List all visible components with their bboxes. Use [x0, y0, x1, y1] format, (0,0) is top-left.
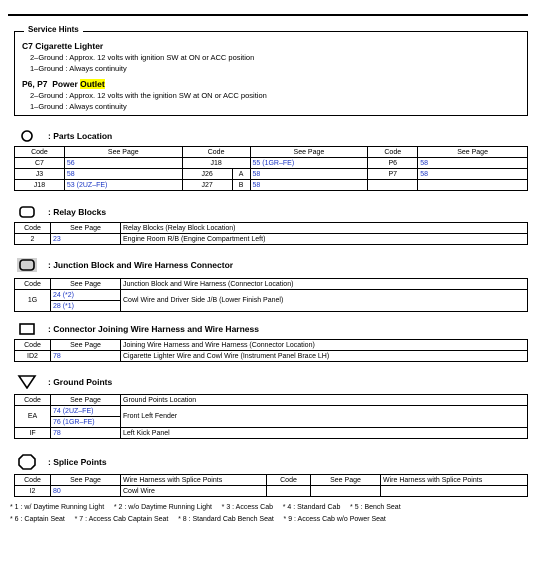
splice-points-table — [14, 474, 528, 497]
header-cell: See Page — [51, 223, 121, 234]
header-cell: See Page — [51, 395, 121, 406]
code-cell: ID2 — [15, 351, 51, 362]
page-link[interactable] — [418, 180, 528, 191]
sub-code-cell: A — [232, 169, 250, 180]
c7-line-2: 1–Ground : Always continuity — [30, 64, 127, 73]
page-link[interactable]: 56 — [64, 158, 182, 169]
rounded-square-icon — [16, 205, 38, 219]
page-link[interactable]: 76 (1GR–FE) — [51, 417, 121, 428]
junction-block-title: : Junction Block and Wire Harness Connector — [48, 260, 234, 270]
header-cell: Junction Block and Wire Harness (Connector Location) — [121, 279, 528, 290]
page-link[interactable]: 58 — [418, 158, 528, 169]
service-hints-title: Service Hints — [24, 25, 83, 34]
header-cell: Code — [182, 147, 250, 158]
table-row — [15, 180, 528, 191]
code-cell: C7 — [15, 158, 65, 169]
header-cell: Code — [15, 395, 51, 406]
code-cell — [267, 486, 311, 497]
code-cell: J3 — [15, 169, 65, 180]
description-cell: Cowl Wire and Driver Side J/B (Lower Finish Panel) — [121, 290, 528, 312]
code-cell: I2 — [15, 486, 51, 497]
code-cell: J26 — [182, 169, 232, 180]
circle-icon — [16, 129, 38, 143]
header-cell: Wire Harness with Splice Points — [121, 475, 267, 486]
code-cell: IF — [15, 428, 51, 439]
c7-heading: C7 Cigarette Lighter — [22, 41, 104, 51]
junction-block-heading — [16, 258, 233, 272]
sub-code-cell: B — [232, 180, 250, 191]
p6p7-heading-prefix: P6, P7 Power — [22, 79, 81, 89]
location-cell: Front Left Fender — [121, 406, 528, 428]
table-header-row — [15, 279, 528, 290]
parts-location-heading — [16, 129, 112, 143]
code-cell: EA — [15, 406, 51, 428]
code-cell: J18 — [182, 158, 250, 169]
table-header-row — [15, 395, 528, 406]
table-row — [15, 169, 528, 180]
page-link[interactable]: 58 — [250, 180, 368, 191]
code-cell: 2 — [15, 234, 51, 245]
header-cell: See Page — [250, 147, 368, 158]
p6p7-line-2: 1–Ground : Always continuity — [30, 102, 127, 111]
c7-line-1: 2–Ground : Approx. 12 volts with ignition SW at ON or ACC position — [30, 53, 255, 62]
relay-blocks-heading — [16, 205, 106, 219]
page-link[interactable] — [311, 486, 381, 497]
header-cell: Code — [15, 340, 51, 351]
header-cell: See Page — [64, 147, 182, 158]
header-cell: Code — [15, 223, 51, 234]
ground-points-table — [14, 394, 528, 439]
connector-joining-heading — [16, 322, 259, 336]
table-row — [15, 406, 528, 417]
header-cell: See Page — [51, 475, 121, 486]
junction-block-table — [14, 278, 528, 312]
splice-points-heading — [16, 455, 107, 469]
location-cell: Left Kick Panel — [121, 428, 528, 439]
description-cell: Engine Room R/B (Engine Compartment Left) — [121, 234, 528, 245]
footnote-line-2: * 6 : Captain Seat * 7 : Access Cab Captain Seat * 8 : Standard Cab Bench Seat * 9 : Access Cab w/o Power Seat — [10, 516, 386, 523]
description-cell — [381, 486, 528, 497]
inverted-triangle-icon — [16, 375, 38, 389]
header-cell: Joining Wire Harness and Wire Harness (Connector Location) — [121, 340, 528, 351]
table-row — [15, 428, 528, 439]
code-cell: P6 — [368, 158, 418, 169]
code-cell: P7 — [368, 169, 418, 180]
code-cell: 1G — [15, 290, 51, 312]
table-header-row — [15, 223, 528, 234]
table-header-row — [15, 340, 528, 351]
p6p7-heading-highlight: Outlet — [80, 79, 105, 89]
connector-joining-title: : Connector Joining Wire Harness and Wire Harness — [48, 324, 259, 334]
p6p7-line-1: 2–Ground : Approx. 12 volts with the ignition SW at ON or ACC position — [30, 91, 267, 100]
header-cell: Ground Points Location — [121, 395, 528, 406]
parts-location-title: : Parts Location — [48, 131, 113, 141]
parts-location-table — [14, 146, 528, 191]
table-header-row — [15, 475, 528, 486]
square-icon — [16, 322, 38, 336]
header-cell: Wire Harness with Splice Points — [381, 475, 528, 486]
table-row — [15, 486, 528, 497]
page-link[interactable]: 78 — [51, 351, 121, 362]
splice-points-title: : Splice Points — [48, 457, 107, 467]
header-cell: Code — [15, 147, 65, 158]
header-cell: Code — [267, 475, 311, 486]
header-cell: Code — [368, 147, 418, 158]
relay-blocks-table — [14, 222, 528, 245]
page-link[interactable]: 80 — [51, 486, 121, 497]
table-row — [15, 290, 528, 301]
page-link[interactable]: 23 — [51, 234, 121, 245]
code-cell: J27 — [182, 180, 232, 191]
page-link[interactable]: 55 (1GR–FE) — [250, 158, 368, 169]
page-link[interactable]: 58 — [64, 169, 182, 180]
p6p7-heading — [22, 79, 105, 89]
header-cell: Relay Blocks (Relay Block Location) — [121, 223, 528, 234]
page-link[interactable]: 78 — [51, 428, 121, 439]
connector-joining-table — [14, 339, 528, 362]
relay-blocks-title: : Relay Blocks — [48, 207, 107, 217]
table-header-row — [15, 147, 528, 158]
code-cell — [368, 180, 418, 191]
header-cell: See Page — [51, 279, 121, 290]
page-link[interactable]: 58 — [250, 169, 368, 180]
top-rule — [8, 14, 528, 16]
footnote-line-1: * 1 : w/ Daytime Running Light * 2 : w/o Daytime Running Light * 3 : Access Cab * 4 : Standard Cab * 5 : Bench Seat — [10, 504, 401, 511]
filled-rounded-square-icon — [16, 258, 38, 272]
header-cell: See Page — [51, 340, 121, 351]
header-cell: See Page — [311, 475, 381, 486]
description-cell: Cigarette Lighter Wire and Cowl Wire (Instrument Panel Brace LH) — [121, 351, 528, 362]
page-link[interactable]: 28 (*1) — [51, 301, 121, 312]
table-row — [15, 158, 528, 169]
header-cell: See Page — [418, 147, 528, 158]
octagon-icon — [16, 455, 38, 469]
description-cell: Cowl Wire — [121, 486, 267, 497]
page-link[interactable]: 74 (2UZ–FE) — [51, 406, 121, 417]
page-link[interactable]: 53 (2UZ–FE) — [64, 180, 182, 191]
header-cell: Code — [15, 279, 51, 290]
ground-points-heading — [16, 375, 112, 389]
code-cell: J18 — [15, 180, 65, 191]
ground-points-title: : Ground Points — [48, 377, 113, 387]
page-link[interactable]: 24 (*2) — [51, 290, 121, 301]
page-link[interactable]: 58 — [418, 169, 528, 180]
header-cell: Code — [15, 475, 51, 486]
table-row — [15, 234, 528, 245]
table-row — [15, 351, 528, 362]
